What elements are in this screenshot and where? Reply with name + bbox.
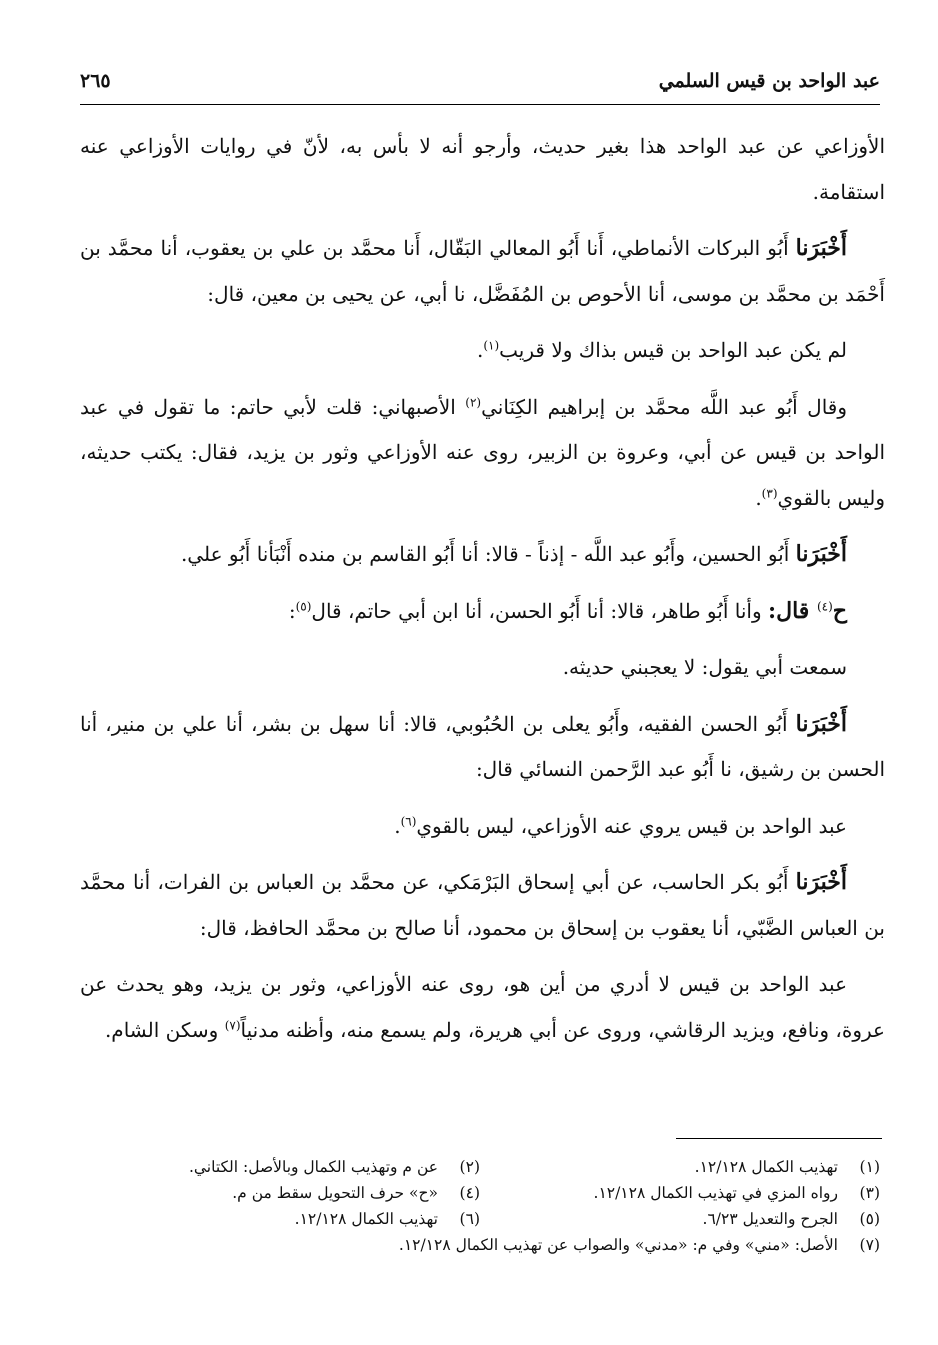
isnad-lead: قال: bbox=[767, 597, 817, 624]
main-text bbox=[80, 124, 885, 1064]
isnad-lead: أَخْبَرَنا bbox=[795, 869, 847, 895]
paragraph-text: أَبُو البركات الأنماطي، أَنا أَبُو المعالي البَقّال، أَنا محمَّد بن علي بن يعقوب، أنا محمَّد بن أَحْمَد بن محمَّد بن موسى، أنا الأحوص بن المُفَضَّل، نا أبي، عن يحيى بن معين، قال: bbox=[80, 236, 885, 306]
footnote-text: عن م وتهذيب الكمال وبالأصل: الكتاني. bbox=[188, 1158, 438, 1176]
footnote-number: (٣) bbox=[859, 1184, 880, 1202]
paragraph-tail: وسكن الشام. bbox=[104, 1017, 225, 1042]
footnote-number: (٦) bbox=[459, 1210, 480, 1228]
paragraph bbox=[80, 385, 885, 522]
footnote-number: (٧) bbox=[859, 1236, 880, 1254]
paragraph-tail: الأصبهاني: قلت لأبي حاتم: ما تقول في عبد الواحد بن قيس عن أبي، وعروة بن الزبير، روى عنه الأوزاعي وثور بن يزيد، فقال: يكتب حديثه، وليس بالقوي bbox=[80, 394, 885, 510]
paragraph bbox=[80, 804, 885, 850]
footnote-number: (٤) bbox=[459, 1184, 480, 1202]
footnote-text: تهذيب الكمال ١٢/١٢٨. bbox=[694, 1158, 838, 1176]
page-number: ٢٦٥ bbox=[80, 70, 111, 92]
paragraph bbox=[80, 328, 885, 374]
footnote-marker: (٦) bbox=[400, 813, 417, 828]
paragraph-tail: . bbox=[476, 338, 484, 362]
paragraph bbox=[80, 589, 885, 635]
paragraph-tail: . bbox=[394, 813, 401, 838]
footnote-marker: (٣) bbox=[761, 485, 778, 500]
footnote-marker: (٢) bbox=[465, 394, 482, 409]
isnad-lead: أَخْبَرَنا bbox=[795, 235, 847, 261]
paragraph-tail: : bbox=[288, 598, 296, 623]
footnote-marker: (٤) bbox=[816, 598, 833, 613]
footnote-text: الأصل: «مني» وفي م: «مدني» والصواب عن تهذيب الكمال ١٢/١٢٨. bbox=[398, 1236, 838, 1254]
isnad-lead: أَخْبَرَنا bbox=[795, 710, 847, 737]
paragraph-text: أَبُو الحسن الفقيه، وأَبُو يعلى بن الحُبُوبي، قالا: أنا سهل بن بشر، أنا علي بن منير، أنا الحسن بن رشيق، نا أَبُو عبد الرَّحمن النسائي قال: bbox=[80, 711, 885, 781]
paragraph-tail: . bbox=[755, 485, 762, 510]
footnote-marker: (٧) bbox=[224, 1017, 241, 1032]
footnote-marker: (٥) bbox=[295, 598, 312, 613]
footnotes bbox=[80, 1154, 880, 1258]
tahwil-mark: ح bbox=[832, 597, 847, 624]
paragraph-text: عبد الواحد بن قيس لا أدري من أين هو، روى عنه الأوزاعي، وثور بن يزيد، وهو يحدث عن عروة، ونافع، ويزيد الرقاشي، وروى عن أبي هريرة، ولم يسمع منه، وأظنه مدنياً bbox=[80, 972, 885, 1042]
footnote bbox=[80, 1206, 480, 1232]
paragraph-text: أَبُو الحسين، وأَبُو عبد اللَّه - إذناً - قالا: أنا أَبُو القاسم بن منده أَنْبَأنا أَبُو علي. bbox=[180, 542, 796, 566]
paragraph-text: لم يكن عبد الواحد بن قيس بذاك ولا قريب bbox=[499, 338, 847, 362]
footnote bbox=[80, 1154, 480, 1180]
paragraph bbox=[80, 702, 885, 793]
footnote-separator bbox=[676, 1138, 882, 1139]
footnote-number: (١) bbox=[859, 1158, 880, 1176]
paragraph bbox=[80, 124, 885, 215]
isnad-lead: أَخْبَرَنا bbox=[795, 541, 847, 567]
footnote-text: رواه المزي في تهذيب الكمال ١٢/١٢٨. bbox=[593, 1184, 838, 1202]
footnote-number: (٢) bbox=[459, 1158, 480, 1176]
footnote bbox=[80, 1232, 880, 1258]
paragraph-text: الأوزاعي عن عبد الواحد هذا بغير حديث، وأرجو أنه لا بأس به، لأنّ في روايات الأوزاعي عنه استقامة. bbox=[80, 134, 885, 204]
footnote-marker: (١) bbox=[483, 338, 500, 353]
page-header bbox=[80, 64, 880, 105]
footnote-number: (٥) bbox=[859, 1210, 880, 1228]
footnote bbox=[80, 1180, 480, 1206]
paragraph-text: سمعت أبي يقول: لا يعجبني حديثه. bbox=[562, 655, 847, 679]
footnote-text: «ح» حرف التحويل سقط من م. bbox=[232, 1184, 438, 1202]
paragraph bbox=[80, 226, 885, 317]
paragraph bbox=[80, 532, 885, 578]
footnote bbox=[480, 1154, 880, 1180]
paragraph-text: عبد الواحد بن قيس يروي عنه الأوزاعي، ليس بالقوي bbox=[416, 813, 847, 838]
footnote-text: الجرح والتعديل ٦/٢٣. bbox=[702, 1210, 838, 1228]
footnote bbox=[480, 1180, 880, 1206]
paragraph-text: وأنا أَبُو طاهر، قالا: أنا أَبُو الحسن، أنا ابن أبي حاتم، قال bbox=[311, 598, 768, 623]
paragraph bbox=[80, 962, 885, 1053]
paragraph-text: وقال أَبُو عبد اللَّه محمَّد بن إبراهيم الكِنَاني bbox=[481, 394, 848, 419]
paragraph bbox=[80, 645, 885, 691]
running-title: عبد الواحد بن قيس السلمي bbox=[658, 70, 880, 92]
paragraph-text: أَبُو بكر الحاسب، عن أبي إسحاق البَرْمَكي، عن محمَّد بن العباس بن الفرات، أنا محمَّد بن العباس الضَّبّي، أنا يعقوب بن إسحاق بن محمود، أنا صالح بن محمَّد الحافظ، قال: bbox=[80, 870, 885, 940]
footnote bbox=[480, 1206, 880, 1232]
paragraph bbox=[80, 860, 885, 951]
footnote-text: تهذيب الكمال ١٢/١٢٨. bbox=[294, 1210, 438, 1228]
